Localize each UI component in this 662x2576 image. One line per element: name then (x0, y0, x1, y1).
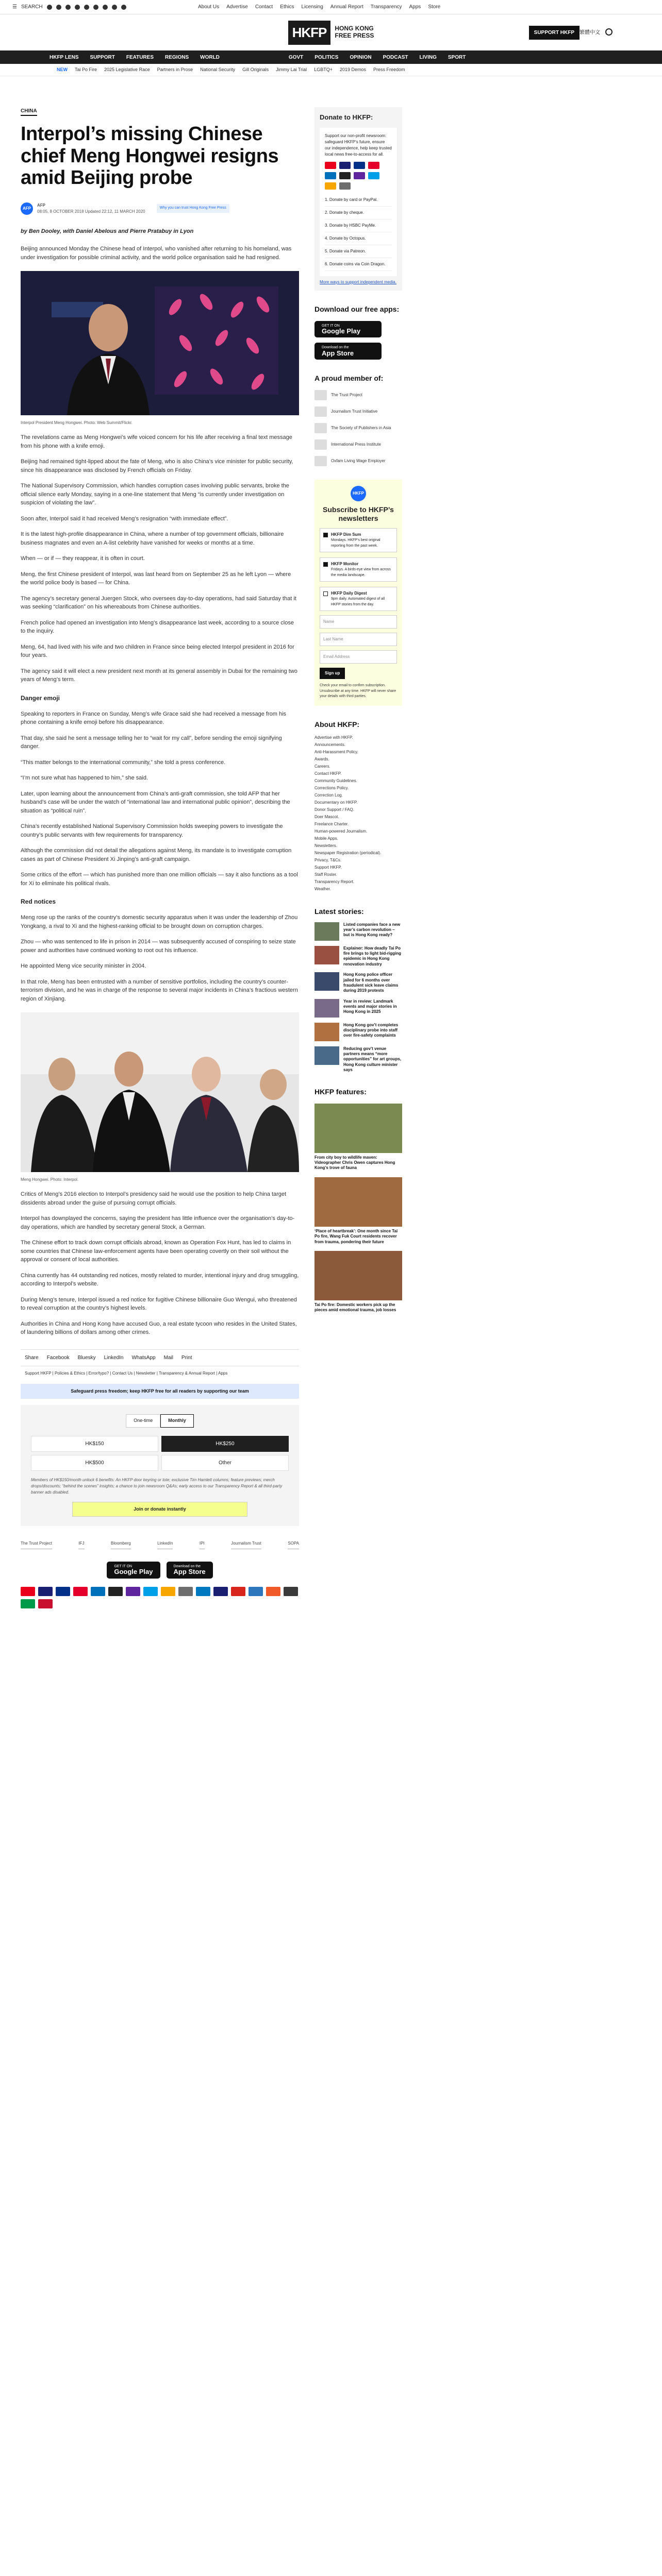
story-title[interactable]: Year in review: Landmark events and major stories in Hong Kong in 2025 (343, 998, 397, 1014)
language-switch[interactable]: 繁體中文 (580, 30, 600, 36)
authors-line: by Ben Dooley, with Daniel Abelous and Pierre Pratabuy in Lyon (21, 228, 194, 234)
payment-logo (339, 162, 351, 169)
about-link[interactable]: Corrections Policy. (315, 785, 349, 790)
lede-paragraph: Beijing announced Monday the Chinese head of Interpol, who vanished after returning to his homeland, was under investigation for possible criminal activity, and the world police organisation said he had resigned. (21, 246, 292, 261)
top-link[interactable]: Apps (409, 4, 421, 10)
nav-item[interactable]: GOVT (288, 54, 304, 60)
payment-logo (126, 1587, 140, 1596)
tag-link[interactable]: Tai Po Fire (75, 66, 97, 72)
partner-logo[interactable]: IFJ (78, 1538, 84, 1549)
partner-logo[interactable]: Bloomberg (111, 1538, 131, 1549)
partner-logo[interactable]: SOPA (288, 1538, 299, 1549)
about-link[interactable]: Newsletters. (315, 843, 338, 848)
nav-item[interactable]: OPINION (350, 54, 372, 60)
share-linkedin-link[interactable]: LinkedIn (104, 1354, 124, 1361)
more-ways-link[interactable]: More ways to support independent media. (320, 279, 396, 284)
amount-other[interactable]: Other (161, 1455, 289, 1471)
payment-logo (108, 1587, 123, 1596)
about-link[interactable]: Correction Log. (315, 792, 343, 798)
article-paragraph: Speaking to reporters in France on Sunday, Meng’s wife Grace said she had received a message from his phone containing a knife emoji before his disappearance. (21, 710, 287, 726)
payment-logo (249, 1587, 263, 1596)
org-name: The Society of Publishers in Asia (331, 426, 391, 431)
hkfp-logo[interactable] (288, 21, 374, 45)
latest-story[interactable] (315, 1023, 402, 1041)
org-name: International Press Institute (331, 442, 381, 447)
story-title[interactable]: Explainer: How deadly Tai Po fire brings to light bid-rigging epidemic in Hong Kong renovation industry (343, 945, 401, 967)
sidebar-donate (315, 107, 402, 291)
article-paragraph: The agency said it will elect a new president next month at its general assembly in Dubai for the remaining two years of Meng’s term. (21, 668, 297, 683)
newsletter-desc: Fridays. A birds-eye view from across the media landscape. (331, 568, 391, 577)
share-mail-link[interactable]: Mail (163, 1354, 173, 1361)
article-paragraph: Soon after, Interpol said it had received Meng’s resignation “with immediate effect”. (21, 515, 228, 522)
donate-heading: Donate to HKFP: (320, 113, 373, 121)
story-title[interactable]: Hong Kong police officer jailed for 6 months over fraudulent sick leave claims during 2019 protests (343, 972, 399, 993)
article-dates: 08:05, 8 OCTOBER 2018 Updated 22:12, 11 MARCH 2020 (37, 209, 145, 214)
payment-logo (325, 182, 336, 190)
org-name: The Trust Project (331, 393, 362, 398)
byline (21, 202, 299, 215)
story-thumbnail[interactable] (315, 1046, 339, 1065)
amount-500[interactable]: HK$500 (31, 1455, 158, 1471)
bluesky-icon[interactable] (93, 5, 98, 10)
about-link[interactable]: Advertise with HKFP. (315, 735, 353, 740)
org-logo-icon (315, 390, 327, 400)
newsletter-text (331, 561, 393, 578)
figure-caption: Interpol President Meng Hongwei. Photo: Web Summit/Flickr. (21, 420, 133, 426)
latest-story[interactable] (315, 999, 402, 1018)
newsletter-input[interactable]: Email Address (320, 650, 397, 664)
newsletter-input[interactable]: Last Name (320, 633, 397, 646)
about-heading: About HKFP: (315, 720, 360, 728)
donate-option[interactable]: 3. Donate by HSBC PayMe. (325, 219, 392, 232)
tag-link[interactable]: Partners in Prose (157, 66, 193, 72)
payment-logo (266, 1587, 280, 1596)
payment-logo (325, 172, 336, 179)
tag-link[interactable]: Press Freedom (373, 66, 405, 72)
article-paragraph: When — or if — they reappear, it is often in court. (21, 555, 145, 562)
article-paragraph: Beijing had remained tight-lipped about the fate of Meng, who is also China’s vice minister for public security, since his disappearance was disclosed by French officials on Friday. (21, 459, 293, 473)
member-org[interactable] (315, 439, 402, 450)
search-icon[interactable] (605, 28, 613, 36)
app-store-button[interactable]: Download on the App Store (167, 1562, 213, 1579)
share-label: Share (25, 1354, 39, 1361)
donate-option[interactable]: 2. Donate by cheque. (325, 207, 392, 219)
story-thumbnail[interactable] (315, 972, 339, 991)
payment-logo (21, 1599, 35, 1608)
article-paragraph: The Chinese effort to track down corrupt officials abroad, known as Operation Fox Hunt, has led to claims in some countries that Chinese law-enforcement agents have been operating covertly on their soil without the approval or consent of local authorities. (21, 1240, 291, 1263)
donate-option[interactable]: 6. Donate coins via Coin Dragon. (325, 258, 392, 271)
member-org[interactable] (315, 406, 402, 417)
top-link[interactable]: Licensing (301, 4, 323, 10)
partner-logo[interactable]: LinkedIn (157, 1538, 173, 1549)
about-link[interactable]: Contact HKFP. (315, 771, 342, 776)
newsletter-desc: 9pm daily. Automated digest of all HKFP stories from the day. (331, 597, 385, 606)
new-badge: NEW (57, 66, 68, 74)
payment-logo (21, 1587, 35, 1596)
newsletter-text (331, 532, 393, 549)
article-paragraph: During Meng’s tenure, Interpol issued a red notice for fugitive Chinese billionaire Guo Wengui, who threatened to reveal corruption at the country’s highest levels. (21, 1296, 297, 1312)
story-thumbnail[interactable] (315, 946, 339, 964)
article-paragraph: Some critics of the effort — which has punished more than one million officials — say it also functions as a tool for Xi to eliminate his political rivals. (21, 872, 298, 887)
feature-image[interactable] (315, 1251, 402, 1300)
about-link[interactable]: Mobile Apps. (315, 836, 338, 841)
share-print-link[interactable]: Print (181, 1354, 192, 1361)
about-link[interactable]: Anti-Harassment Policy. (315, 749, 358, 754)
section-label[interactable]: CHINA (21, 107, 37, 116)
tag-link[interactable]: 2025 Legislative Race (104, 66, 150, 72)
about-link[interactable]: Newspaper Registration (periodical). (315, 850, 382, 855)
story-title[interactable]: Listed companies face a new year’s carbon revolution – but is Hong Kong ready? (343, 922, 401, 938)
payment-logo (196, 1587, 210, 1596)
author-avatar[interactable]: AFP (21, 202, 33, 215)
app-buttons (21, 1562, 299, 1579)
newsletter-option[interactable] (320, 587, 397, 611)
logo-text: HONG KONG FREE PRESS (335, 25, 374, 39)
article-paragraph: “This matter belongs to the international community,” she told a press conference. (21, 759, 226, 766)
article-paragraph: He appointed Meng vice security minister in 2004. (21, 963, 146, 970)
twitter-icon[interactable] (47, 5, 52, 10)
safeguard-banner: Safeguard press freedom; keep HKFP free for all readers by supporting our team (21, 1384, 299, 1399)
one-time-tab[interactable]: One-time (126, 1414, 160, 1428)
tag-link[interactable]: 2019 Demos (339, 66, 366, 72)
youtube-icon[interactable] (75, 5, 80, 10)
nav-item[interactable]: POLITICS (315, 54, 339, 60)
tag-link[interactable]: Gill Originals (242, 66, 269, 72)
payment-logo (368, 172, 379, 179)
subhead-danger-emoji: Danger emoji (21, 694, 60, 702)
feature-title[interactable]: ‘Place of heartbreak’: One month since Tai Po fire, Wang Fuk Court residents recover from trauma, pondering their future (315, 1228, 398, 1244)
latest-story[interactable] (315, 1046, 402, 1073)
nav-item[interactable]: SPORT (448, 54, 466, 60)
article-paragraph: Meng rose up the ranks of the country’s domestic security apparatus when it was under the leadership of Zhou Yongkang, a rival to Xi and the highest-ranking official to be brought down on corruption charges. (21, 914, 298, 929)
top-link[interactable]: Contact (255, 4, 273, 10)
newsletter-checkbox[interactable] (323, 562, 328, 567)
newsletter-option[interactable] (320, 528, 397, 552)
org-logo-icon (315, 456, 327, 466)
top-utility-bar (0, 0, 662, 14)
newsletter-fine-print: Check your email to confirm subscription. Unsubscribe at any time. HKFP will never share your details with third parties. (320, 684, 396, 699)
about-link[interactable]: Freelance Charter. (315, 821, 349, 826)
share-bar (21, 1349, 299, 1366)
member-heading: A proud member of: (315, 374, 384, 383)
newsletter-desc: Mondays. HKFP’s best original reporting from the past week. (331, 538, 380, 548)
top-link[interactable]: Ethics (280, 4, 294, 10)
rss-icon[interactable] (121, 5, 126, 10)
sidebar (315, 76, 402, 1313)
about-link[interactable]: Transparency Report. (315, 879, 355, 884)
nav-item[interactable]: FEATURES (126, 54, 154, 60)
apps-heading: Download our free apps: (315, 304, 400, 313)
payment-logo (368, 162, 379, 169)
payment-logo (284, 1587, 298, 1596)
trending-tags (0, 64, 662, 76)
payment-logo (161, 1587, 175, 1596)
article-paragraph: The National Supervisory Commission, which handles corruption cases involving public servants, broke the official silence early Monday, saying in a one-line statement that Meng “is currently under investigation on suspicion of violating the law”. (21, 483, 289, 506)
story-thumbnail[interactable] (315, 922, 339, 941)
member-org[interactable] (315, 423, 402, 433)
subhead-red-notices: Red notices (21, 898, 56, 906)
partner-logo[interactable]: Journalism Trust (231, 1538, 261, 1549)
about-link[interactable]: Announcements. (315, 742, 346, 747)
article-paragraph: Authorities in China and Hong Kong have accused Guo, a real estate tycoon who resides in the United States, of laundering billions of dollars among other crimes. (21, 1320, 297, 1336)
nav-item[interactable]: SUPPORT (90, 54, 115, 60)
about-link[interactable]: Human-powered Journalism. (315, 828, 368, 834)
member-org[interactable] (315, 390, 402, 400)
article-paragraph: That day, she said he sent a message telling her to “wait for my call”, before sending the emoji signifying danger. (21, 735, 282, 750)
about-link[interactable]: Awards. (315, 756, 329, 761)
logo-mark: HKFP (288, 21, 331, 45)
about-link[interactable]: Weather. (315, 886, 331, 891)
latest-heading: Latest stories: (315, 907, 364, 916)
figure-caption-2: Meng Hongwei. Photo: Interpol. (21, 1177, 79, 1182)
author-name[interactable]: AFP (37, 202, 45, 208)
figure-meng-speaking (21, 271, 299, 426)
about-link[interactable]: Support HKFP. (315, 865, 342, 870)
article-paragraph: In that role, Meng has been entrusted with a number of sensitive portfolios, including the country’s counter-terrorism division, and he was in charge of the response to several major incidents in China’s fractious western region of Xinjiang. (21, 978, 298, 1002)
footer-links-bar[interactable]: Support HKFP | Policies & Ethics | Error/typo? | Contact Us | Newsletter | Transparency & Annual Report | Apps (25, 1370, 228, 1376)
payment-logo (178, 1587, 193, 1596)
payment-logo (339, 182, 351, 190)
figure-meng-interpol (21, 1012, 299, 1183)
nav-item[interactable]: LIVING (419, 54, 437, 60)
donate-widget (21, 1405, 299, 1526)
nav-item[interactable]: REGIONS (165, 54, 189, 60)
about-link[interactable]: Staff Roster. (315, 872, 337, 877)
donate-intro[interactable]: Support our non-profit newsroom: safeguard HKFP’s future, ensure our independence, help keep trusted local news free-to-access for all. (325, 133, 392, 157)
article-paragraph: Meng, 64, had lived with his wife and two children in France since being elected Interpol president in 2016 for four years. (21, 643, 294, 659)
nav-item[interactable]: HKFP LENS (49, 54, 79, 60)
payment-logo (231, 1587, 245, 1596)
article-paragraph: Meng, the first Chinese president of Interpol, was last heard from on September 25 as he left Lyon — where the world police body is based — for China. (21, 571, 291, 586)
payment-logo (91, 1587, 105, 1596)
story-title[interactable]: Reducing gov’t venue partners means “more opportunities” for art groups, Hong Kong culture minister says (343, 1046, 401, 1073)
tag-link[interactable]: Jimmy Lai Trial (276, 66, 307, 72)
newsletter-input[interactable]: Name (320, 615, 397, 629)
feature-image[interactable] (315, 1177, 402, 1227)
main-nav (0, 50, 662, 64)
payment-logos (21, 1587, 299, 1608)
nav-item[interactable]: WORLD (200, 54, 220, 60)
partner-logos (21, 1538, 299, 1549)
facebook-icon[interactable] (56, 5, 61, 10)
latest-story[interactable] (315, 972, 402, 994)
about-link[interactable]: Privacy, T&Cs. (315, 857, 342, 862)
brand-row (0, 14, 662, 50)
menu-icon[interactable]: ☰ (12, 4, 17, 10)
payment-logo (339, 172, 351, 179)
article-paragraph: Critics of Meng’s 2016 election to Interpol’s presidency said he would use the position to help China target dissidents abroad under the guise of pursuing corrupt officials. (21, 1191, 287, 1206)
why-trust-link[interactable]: Why you can trust Hong Kong Free Press (157, 204, 229, 213)
article (21, 76, 299, 1608)
article-paragraph: China currently has 44 outstanding red notices, mostly related to murder, intentional injury and drug smuggling, according to Interpol’s website. (21, 1272, 299, 1287)
linkedin-icon[interactable] (103, 5, 108, 10)
article-paragraph: China’s recently established National Supervisory Commission holds sweeping powers to investigate the country’s public servants with few requirements for transparency. (21, 823, 283, 838)
story-thumbnail[interactable] (315, 1023, 339, 1041)
telegram-icon[interactable] (112, 5, 117, 10)
newsletter-signup (315, 480, 402, 705)
support-hkfp-button[interactable]: SUPPORT HKFP (529, 26, 580, 40)
org-name: Oxfam Living Wage Employer (331, 459, 386, 464)
feature-title[interactable]: From city boy to wildlife maven: Videographer Chris Owen captures Hong Kong’s trove of fauna (315, 1155, 395, 1171)
payment-logo (38, 1599, 53, 1608)
payment-logo (73, 1587, 88, 1596)
payment-logo (354, 162, 365, 169)
threads-icon[interactable] (84, 5, 89, 10)
instagram-icon[interactable] (65, 5, 71, 10)
org-logo-icon (315, 423, 327, 433)
payment-logo (325, 162, 336, 169)
about-link[interactable]: Donor Support / FAQ. (315, 807, 354, 812)
newsletter-text (331, 590, 393, 607)
share-whatsapp-link[interactable]: WhatsApp (131, 1354, 156, 1361)
top-link[interactable]: Transparency (370, 4, 402, 10)
amount-250[interactable]: HK$250 (161, 1436, 289, 1452)
about-link[interactable]: Community Guidelines. (315, 778, 357, 783)
about-link[interactable]: Careers. (315, 764, 330, 769)
join-donate-button[interactable]: Join or donate instantly (72, 1502, 247, 1517)
story-thumbnail[interactable] (315, 999, 339, 1018)
share-facebook-link[interactable]: Facebook (46, 1354, 70, 1361)
newsletter-heading: Subscribe to HKFP’s newsletters (323, 505, 394, 523)
payment-logo (56, 1587, 70, 1596)
amount-150[interactable]: HK$150 (31, 1436, 158, 1452)
top-link[interactable]: Store (428, 4, 441, 10)
tag-link[interactable]: LGBTQ+ (314, 66, 333, 72)
article-paragraph: Later, upon learning about the announcement from China’s anti-graft commission, she told AFP that her husband’s case will be under the watch of “international law and international public opinion”, describing the situation as “political ruin”. (21, 790, 290, 814)
article-paragraph: The agency’s secretary general Juergen Stock, who oversees day-to-day operations, had said Saturday that it was seeking “clarification” on his whereabouts from Chinese authorities. (21, 595, 296, 611)
google-play-button[interactable]: GET IT ON Google Play (107, 1562, 160, 1579)
newsletter-name: HKFP Dim Sum (331, 532, 361, 537)
sign-up-button[interactable]: Sign up (320, 668, 345, 679)
newsletter-name: HKFP Monitor (331, 562, 359, 567)
latest-story[interactable] (315, 946, 402, 968)
article-paragraph: Although the commission did not detail the allegations against Meng, its mandate is to investigate corruption cases as part of Chinese President Xi Jinping’s anti-graft campaign. (21, 848, 292, 862)
donate-option[interactable]: 5. Donate via Patreon. (325, 245, 392, 258)
sidebar-google-play[interactable]: GET IT ON Google Play (315, 321, 382, 338)
newsletter-option[interactable] (320, 557, 397, 582)
member-org[interactable] (315, 456, 402, 466)
about-link[interactable]: Documentary on HKFP. (315, 800, 358, 805)
partner-logo[interactable]: IPI (200, 1538, 205, 1549)
story-title[interactable]: Hong Kong gov’t completes disciplinary probe into staff over fire-safety complaints (343, 1022, 399, 1038)
article-paragraph: It is the latest high-profile disappearance in China, where a number of top government officials, billionaire business magnates and even an A-list celebrity have vanished for weeks or months at a time. (21, 531, 284, 546)
article-paragraph: Interpol has downplayed the concerns, saying the president has little influence over the organisation’s day-to-day operations, which are handled by secretary general Stock, a German. (21, 1215, 295, 1230)
feature-image[interactable] (315, 1104, 402, 1153)
top-link[interactable]: Advertise (226, 4, 248, 10)
sidebar-app-store[interactable]: Download on the App Store (315, 343, 382, 360)
newsletter-name: HKFP Daily Digest (331, 591, 367, 596)
monthly-tab[interactable]: Monthly (160, 1414, 194, 1428)
article-paragraph: French police had opened an investigation into Meng’s disappearance last week, according to a source close to the inquiry. (21, 619, 294, 635)
features-heading: HKFP features: (315, 1087, 367, 1096)
photo-meng-seated (21, 1012, 299, 1172)
article-paragraph: Zhou — who was sentenced to life in prison in 2014 — was subsequently accused of conspiring to seize state power and authorities have continued working to root out his influence. (21, 939, 296, 954)
donate-option[interactable]: 4. Donate by Octopus. (325, 232, 392, 245)
tag-link[interactable]: National Security (200, 66, 236, 72)
payment-logo (38, 1587, 53, 1596)
payment-logo (143, 1587, 158, 1596)
payment-logo (354, 172, 365, 179)
partner-logo[interactable]: The Trust Project (21, 1538, 52, 1549)
membership-benefits: Members of HK$150/month unlock 6 benefits: An HKFP door keyring or tote; exclusive Tim Hamlett columns; feature previews; merch drops/discounts; “behind the scenes” insights; a chance to join newsroom Q&As; early access to our Transparency Report & all third-party banner ads disabled. (31, 1477, 283, 1495)
top-link[interactable]: About Us (198, 4, 220, 10)
share-bluesky-link[interactable]: Bluesky (77, 1354, 96, 1361)
article-title: Interpol’s missing Chinese chief Meng Hongwei resigns amid Beijing probe (21, 123, 279, 189)
newsletter-checkbox[interactable] (323, 591, 328, 596)
photo-meng-hongwei (21, 271, 299, 415)
nav-item[interactable]: PODCAST (383, 54, 408, 60)
about-link[interactable]: Doer Mascot. (315, 814, 339, 819)
payment-logo (213, 1587, 228, 1596)
hkfp-badge: HKFP (351, 486, 366, 501)
latest-story[interactable] (315, 922, 402, 941)
article-paragraph: “I’m not sure what has happened to him,” she said. (21, 775, 148, 782)
search-link[interactable]: SEARCH (21, 4, 43, 10)
org-name: Journalism Trust Initiative (331, 409, 378, 414)
article-paragraph: The revelations came as Meng Hongwei’s wife voiced concern for his life after receiving a final text message from his phone with a knife emoji. (21, 434, 292, 449)
org-logo-icon (315, 406, 327, 417)
org-logo-icon (315, 439, 327, 450)
top-link[interactable]: Annual Report (330, 4, 363, 10)
newsletter-checkbox[interactable] (323, 533, 328, 537)
feature-title[interactable]: Tai Po fire: Domestic workers pick up the pieces amid emotional trauma, job losses (315, 1302, 396, 1313)
donate-option[interactable]: 1. Donate by card or PayPal. (325, 194, 392, 207)
